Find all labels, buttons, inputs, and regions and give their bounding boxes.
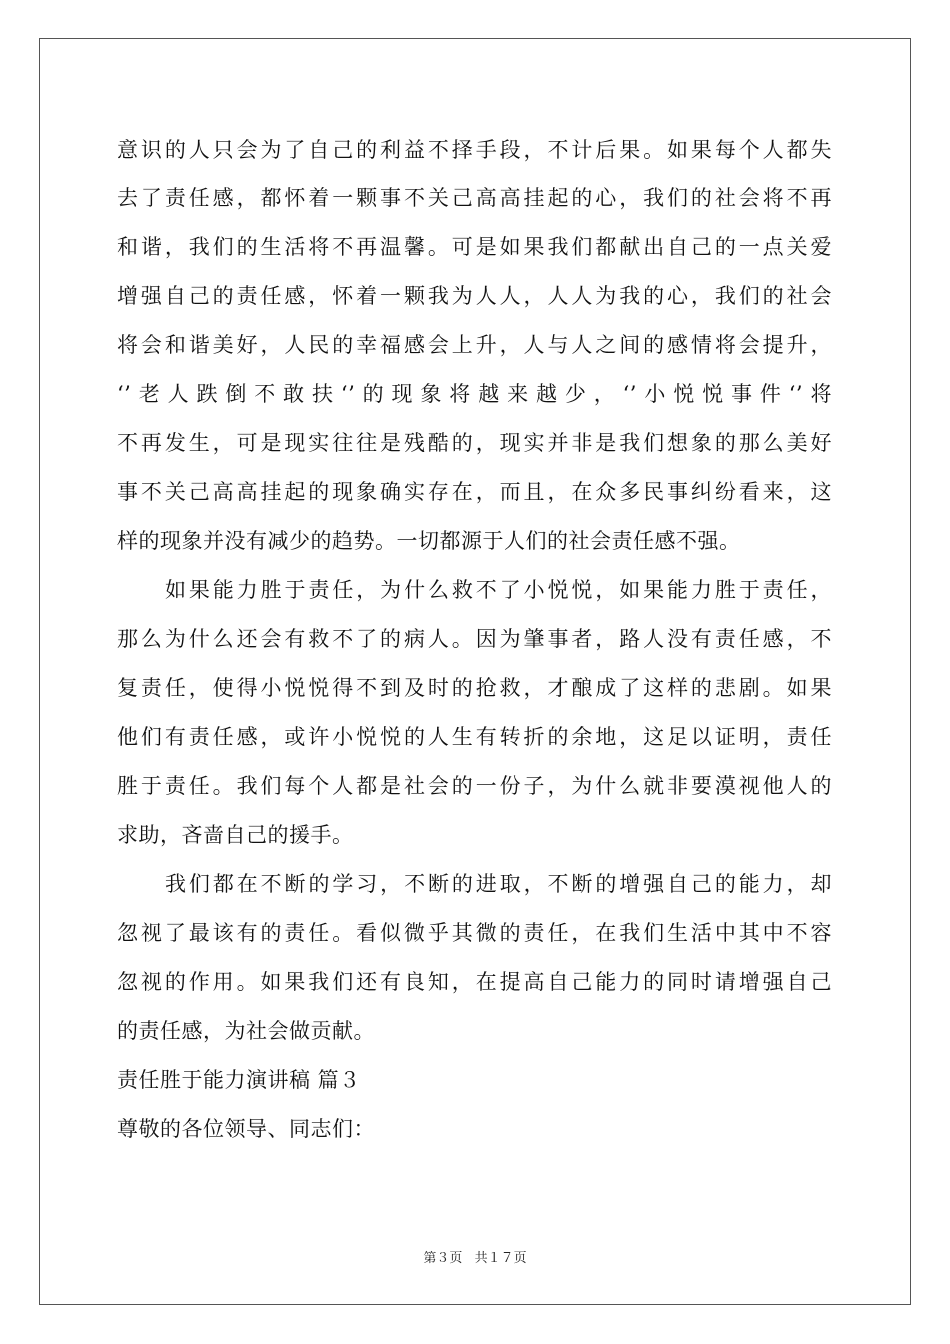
text-line: 那么为什么还会有救不了的病人。因为肇事者，路人没有责任感，不 — [117, 627, 832, 651]
salutation: 尊敬的各位领导、同志们： — [117, 1117, 375, 1141]
text-line: 不再发生，可是现实往往是残酷的，现实并非是我们想象的那么美好 — [117, 431, 832, 455]
section-heading: 责任胜于能力演讲稿 篇３ — [117, 1068, 361, 1092]
page-number: 第３页 — [423, 1251, 463, 1266]
text-line: 的责任感，为社会做贡献。 — [117, 1019, 375, 1043]
text-line: 增强自己的责任感，怀着一颗我为人人，人人为我的心，我们的社会 — [117, 284, 832, 308]
text-line: 忽视了最该有的责任。看似微乎其微的责任，在我们生活中其中不容 — [117, 921, 832, 945]
text-line: 忽视的作用。如果我们还有良知，在提高自己能力的同时请增强自己 — [117, 970, 832, 994]
text-line: 样的现象并没有减少的趋势。一切都源于人们的社会责任感不强。 — [117, 529, 741, 553]
text-line: 事不关己高高挂起的现象确实存在，而且，在众多民事纠纷看来，这 — [117, 480, 832, 504]
text-line: 胜于责任。我们每个人都是社会的一份子，为什么就非要漠视他人的 — [117, 774, 832, 798]
text-line: ‘’老人跌倒不敢扶‘’的现象将越来越少，‘’小悦悦事件‘’将 — [117, 382, 832, 406]
text-line: 和谐，我们的生活将不再温馨。可是如果我们都献出自己的一点关爱 — [117, 235, 832, 259]
text-line: 去了责任感，都怀着一颗事不关己高高挂起的心，我们的社会将不再 — [117, 186, 832, 210]
text-line: 意识的人只会为了自己的利益不择手段，不计后果。如果每个人都失 — [117, 138, 832, 162]
paragraph-first-line: 如果能力胜于责任，为什么救不了小悦悦，如果能力胜于责任， — [165, 578, 832, 602]
paragraph-first-line: 我们都在不断的学习，不断的进取，不断的增强自己的能力，却 — [165, 872, 832, 896]
text-line: 求助，吝啬自己的援手。 — [117, 823, 354, 847]
page-total: 共１７页 — [474, 1251, 527, 1266]
text-line: 他们有责任感，或许小悦悦的人生有转折的余地，这足以证明，责任 — [117, 725, 832, 749]
page-footer — [0, 1247, 950, 1266]
text-line: 复责任，使得小悦悦得不到及时的抢救，才酿成了这样的悲剧。如果 — [117, 676, 832, 700]
text-line: 将会和谐美好，人民的幸福感会上升，人与人之间的感情将会提升， — [117, 333, 832, 357]
